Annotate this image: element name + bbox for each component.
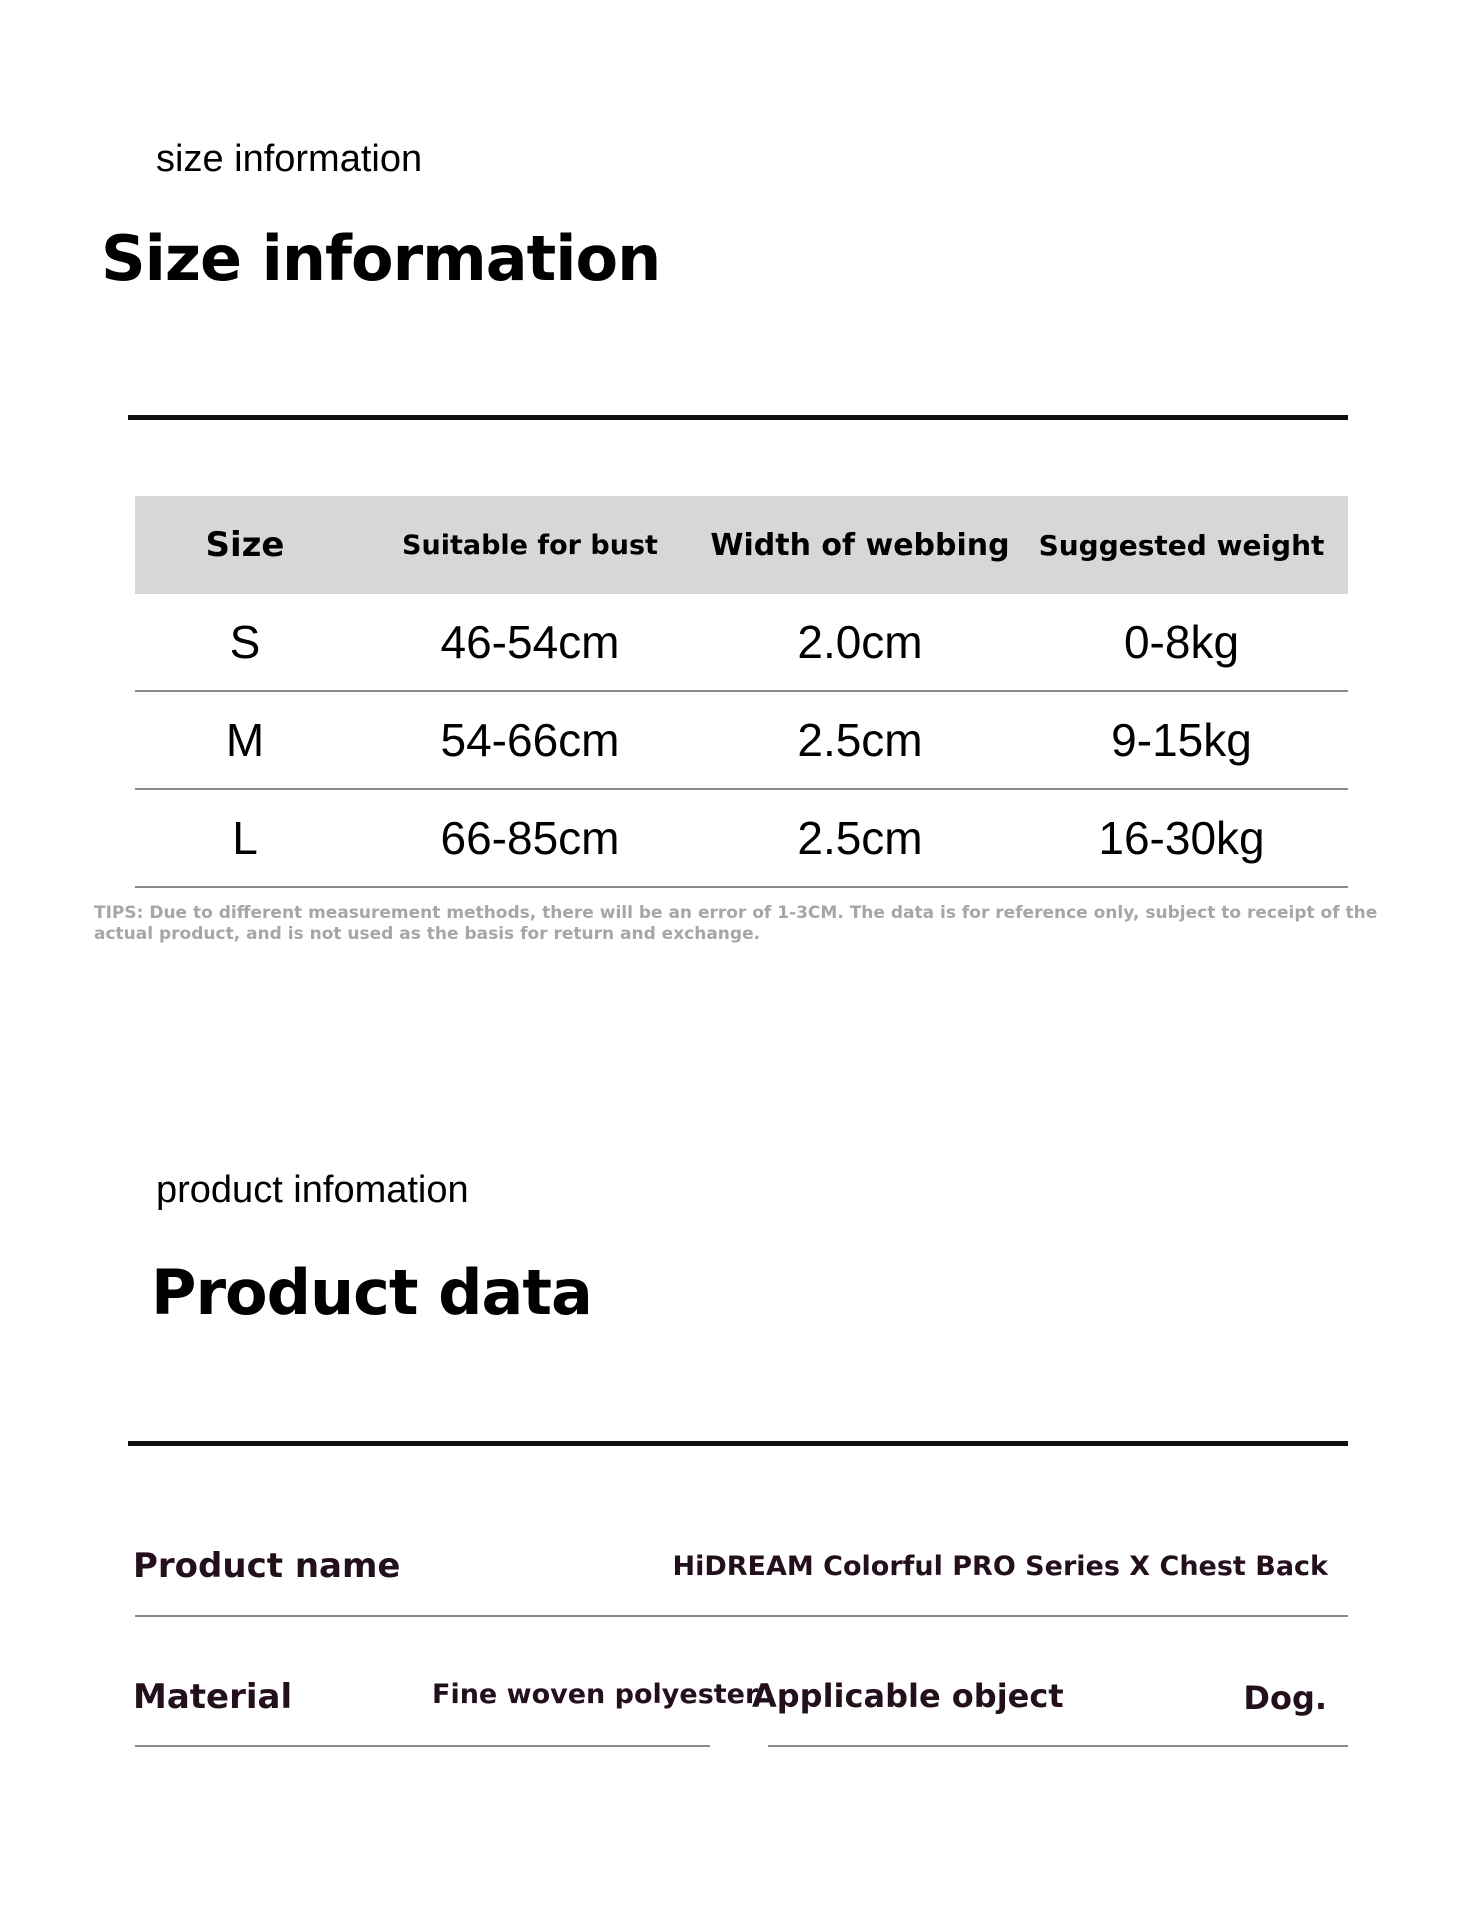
header-bust: Suitable for bust	[402, 529, 658, 561]
size-divider	[128, 415, 1348, 420]
header-weight: Suggested weight	[1038, 528, 1325, 562]
cell-bust: 54-66cm	[440, 714, 620, 766]
product-title: Product data	[151, 1256, 592, 1329]
table-row	[135, 594, 1348, 692]
cell-size: S	[229, 616, 261, 668]
header-size: Size	[205, 525, 285, 565]
table-row	[135, 790, 1348, 888]
header-webbing: Width of webbing	[710, 527, 1010, 563]
size-table-header	[135, 496, 1348, 594]
table-row	[135, 692, 1348, 790]
product-subtitle: product infomation	[156, 1169, 469, 1211]
cell-size: L	[232, 812, 258, 864]
cell-webbing: 2.5cm	[797, 812, 923, 864]
cell-weight: 16-30kg	[1098, 812, 1265, 864]
product-name-value: HiDREAM Colorful PRO Series X Chest Back	[672, 1551, 1328, 1582]
product-name-label: Product name	[133, 1546, 401, 1586]
material-divider	[135, 1745, 710, 1747]
cell-webbing: 2.0cm	[797, 616, 923, 668]
product-name-divider	[135, 1615, 1348, 1617]
applicable-value: Dog.	[1243, 1679, 1327, 1717]
cell-webbing: 2.5cm	[797, 714, 923, 766]
size-subtitle: size information	[156, 138, 423, 180]
size-table	[135, 496, 1348, 888]
material-value: Fine woven polyester	[432, 1679, 759, 1710]
size-title: Size information	[101, 222, 661, 295]
cell-size: M	[225, 714, 265, 766]
cell-weight: 0-8kg	[1123, 616, 1240, 668]
product-divider	[128, 1441, 1348, 1446]
material-label: Material	[133, 1677, 293, 1717]
applicable-label: Applicable object	[752, 1677, 1064, 1715]
size-tips-note: TIPS: Due to different measurement methods, there will be an error of 1-3CM. The data is for reference only, subject to receipt of the actual product, and is not used as the basis for return and exchange.	[94, 903, 1378, 944]
applicable-divider	[768, 1745, 1348, 1747]
cell-weight: 9-15kg	[1111, 714, 1252, 766]
cell-bust: 66-85cm	[440, 812, 620, 864]
cell-bust: 46-54cm	[440, 616, 620, 668]
